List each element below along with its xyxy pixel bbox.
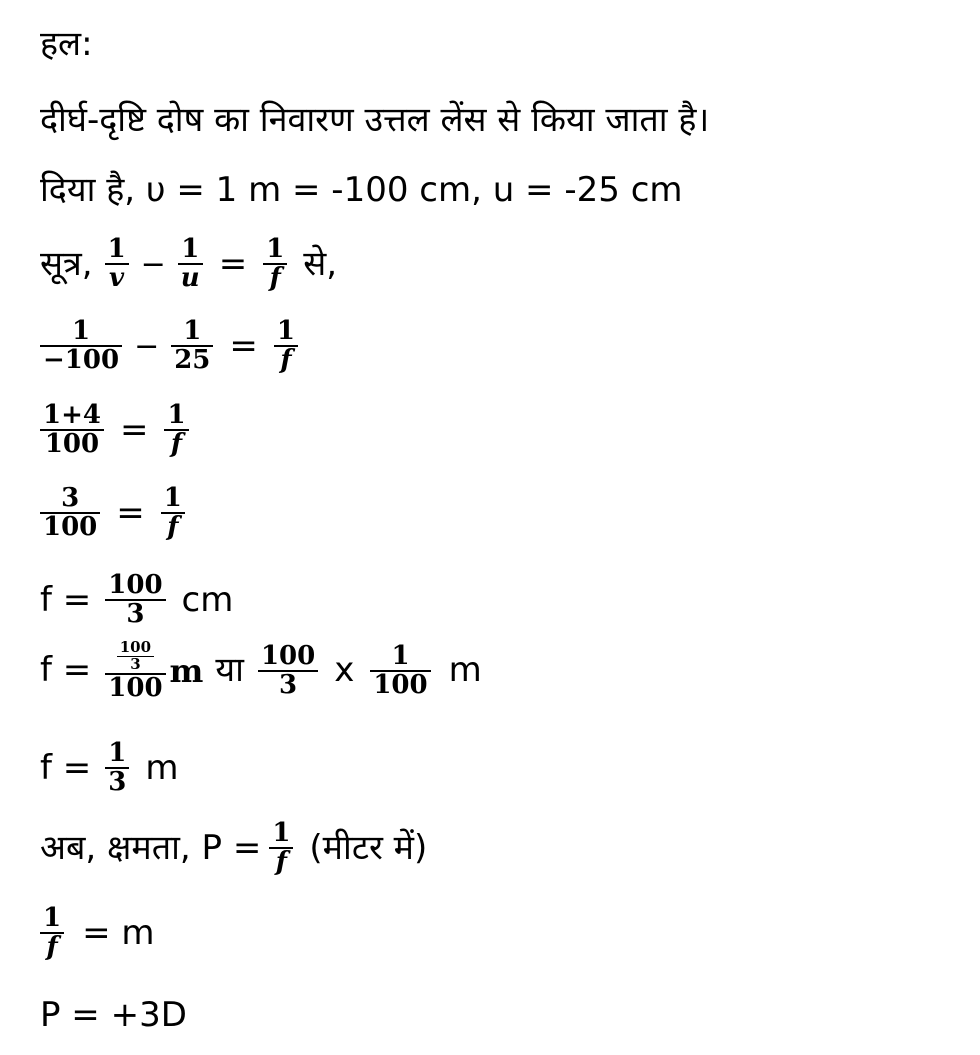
f-equals: f = bbox=[40, 650, 92, 691]
or-word: या bbox=[215, 650, 244, 691]
given-line: दिया है, υ = 1 m = -100 cm, u = -25 cm bbox=[40, 170, 683, 210]
unit-m: m bbox=[145, 747, 179, 788]
fraction-100-over-3: $\frac{100}{3}$ bbox=[258, 643, 318, 700]
step-focal-cm bbox=[40, 572, 233, 629]
power-suffix: (मीटर में) bbox=[309, 827, 428, 868]
fraction-1-over-f: $\frac{1}{f}$ bbox=[161, 485, 185, 542]
f-equals: f = bbox=[40, 747, 92, 788]
fraction-1-over-3: $\frac{1}{3}$ bbox=[105, 740, 129, 797]
compound-fraction: $\frac{\frac{100}{3}}{100}$ bbox=[105, 640, 165, 702]
fraction-100-over-3-inner: $\frac{100}{3}$ bbox=[117, 640, 154, 673]
fraction-1-over-f: $\frac{1}{f}$ bbox=[263, 236, 287, 293]
equals-m: = m bbox=[82, 912, 155, 953]
step-focal-result bbox=[40, 740, 178, 797]
fraction-1-over-minus100: $\frac{1}{-100}$ bbox=[40, 318, 122, 375]
power-formula bbox=[40, 820, 427, 877]
fraction-1-over-25: $\frac{1}{25}$ bbox=[171, 318, 213, 375]
unit-m: m bbox=[169, 651, 204, 690]
fraction-1-over-f: $\frac{1}{f}$ bbox=[269, 820, 293, 877]
power-prefix: अब, क्षमता, P = bbox=[40, 827, 262, 868]
fraction-1-over-f: $\frac{1}{f}$ bbox=[40, 905, 64, 962]
fraction-3-over-100: $\frac{3}{100}$ bbox=[40, 485, 100, 542]
f-equals: f = bbox=[40, 579, 92, 620]
step-focal-m bbox=[40, 640, 482, 702]
statement-line: दीर्घ-दृष्टि दोष का निवारण उत्तल लेंस से किया जाता है। bbox=[40, 100, 710, 140]
fraction-1-over-f: $\frac{1}{f}$ bbox=[164, 402, 188, 459]
fraction-1-over-u: $\frac{1}{u}$ bbox=[178, 236, 203, 293]
times-sign: x bbox=[334, 650, 355, 691]
solution-heading: हल: bbox=[40, 24, 93, 64]
formula-prefix: सूत्र, bbox=[40, 243, 93, 284]
fraction-100-over-3: $\frac{100}{3}$ bbox=[105, 572, 165, 629]
final-answer: P = +3D bbox=[40, 995, 187, 1035]
unit-cm: cm bbox=[181, 579, 234, 620]
fraction-1-over-100: $\frac{1}{100}$ bbox=[370, 643, 430, 700]
step-inverse-f bbox=[40, 905, 155, 962]
fraction-1-over-f: $\frac{1}{f}$ bbox=[274, 318, 298, 375]
step-simplify: $\frac{3}{100}$ = $\frac{1}{f}$ bbox=[40, 485, 189, 542]
fraction-1-over-v: $\frac{1}{v}$ bbox=[105, 236, 129, 293]
lens-formula: सूत्र, $\frac{1}{v}$ − $\frac{1}{u}$ = $\frac{1}{f}$ से, bbox=[40, 234, 338, 294]
step-combine: $\frac{1+4}{100}$ = $\frac{1}{f}$ bbox=[40, 402, 193, 459]
step-substitution: $\frac{1}{-100}$ − $\frac{1}{25}$ = $\frac{1}{f}$ bbox=[40, 318, 302, 375]
formula-suffix: से, bbox=[303, 243, 338, 284]
fraction-1plus4-over-100: $\frac{1+4}{100}$ bbox=[40, 402, 104, 459]
unit-m: m bbox=[448, 650, 482, 691]
